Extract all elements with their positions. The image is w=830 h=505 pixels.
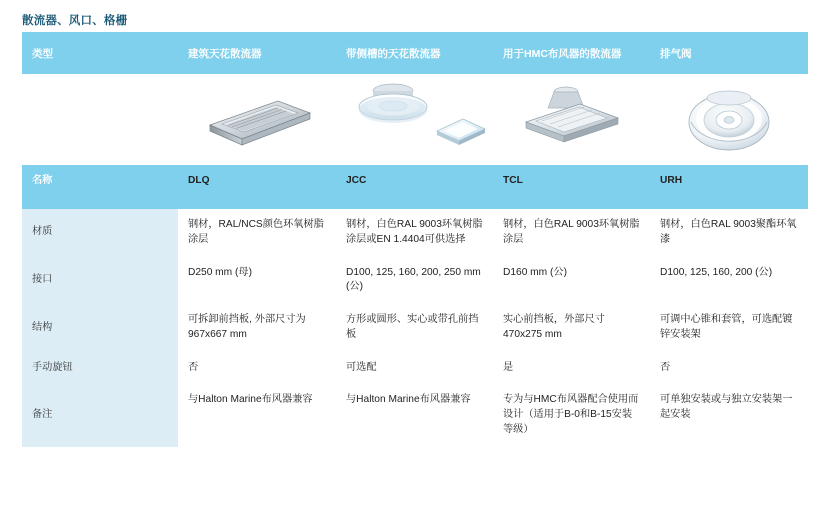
cell-construction-jcc: 方形或圆形、实心或带孔前挡板 <box>336 304 493 352</box>
cell-manual-knob-jcc: 可选配 <box>336 352 493 385</box>
spec-header-jcc: JCC <box>336 165 493 209</box>
cell-construction-dlq: 可拆卸前挡板, 外部尺寸为967x667 mm <box>178 304 336 352</box>
cell-notes-dlq: 与Halton Marine布风器兼容 <box>178 384 336 446</box>
round-exhaust-valve-image <box>677 78 781 163</box>
spec-header-label: 名称 <box>22 165 178 209</box>
table-row <box>22 304 808 352</box>
product-image-row <box>22 74 808 166</box>
type-header-tcl: 用于HMC布风器的散流器 <box>493 32 650 74</box>
page-title: 散流器、风口、格栅 <box>22 15 128 27</box>
product-type-table <box>22 32 808 166</box>
type-header-row <box>22 32 808 74</box>
image-cell-dlq <box>178 74 336 166</box>
type-header-dlq: 建筑天花散流器 <box>178 32 336 74</box>
row-label-notes: 备注 <box>22 384 178 446</box>
row-label-manual-knob: 手动旋钮 <box>22 352 178 385</box>
image-cell-tcl <box>493 74 650 166</box>
cell-connection-tcl: D160 mm (公) <box>493 257 650 305</box>
cell-material-urh: 钢材，白色RAL 9003聚酯环氧漆 <box>650 209 808 257</box>
cell-material-jcc: 钢材，白色RAL 9003环氧树脂涂层或EN 1.4404可供选择 <box>336 209 493 257</box>
cell-notes-urh: 可单独安装或与独立安装架一起安装 <box>650 384 808 446</box>
image-cell-jcc <box>336 74 493 166</box>
cell-material-tcl: 钢材，白色RAL 9003环氧树脂涂层 <box>493 209 650 257</box>
row-label-construction: 结构 <box>22 304 178 352</box>
hmc-air-distributor-diffuser-image <box>506 78 638 163</box>
cell-material-dlq: 钢材，RAL/NCS颜色环氧树脂涂层 <box>178 209 336 257</box>
row-label-connection: 接口 <box>22 257 178 305</box>
cell-construction-tcl: 实心前挡板，外部尺寸470x275 mm <box>493 304 650 352</box>
spec-header-tcl: TCL <box>493 165 650 209</box>
image-cell-empty <box>22 74 178 166</box>
table-row <box>22 209 808 257</box>
specification-table <box>22 165 808 447</box>
image-cell-urh <box>650 74 808 166</box>
cell-notes-tcl: 专为与HMC布风器配合使用而设计（适用于B-0和B-15安装等级） <box>493 384 650 446</box>
spec-header-dlq: DLQ <box>178 165 336 209</box>
table-row <box>22 257 808 305</box>
cell-connection-dlq: D250 mm (母) <box>178 257 336 305</box>
cell-manual-knob-tcl: 是 <box>493 352 650 385</box>
spec-header-row <box>22 165 808 209</box>
type-header-label: 类型 <box>22 32 178 74</box>
linear-slot-diffuser-image <box>192 79 322 162</box>
round-and-square-ceiling-diffuser-image <box>345 77 485 164</box>
cell-construction-urh: 可调中心锥和套管，可选配镀锌安装架 <box>650 304 808 352</box>
spec-header-urh: URH <box>650 165 808 209</box>
row-label-material: 材质 <box>22 209 178 257</box>
cell-notes-jcc: 与Halton Marine布风器兼容 <box>336 384 493 446</box>
table-row <box>22 352 808 385</box>
cell-connection-jcc: D100, 125, 160, 200, 250 mm (公) <box>336 257 493 305</box>
cell-manual-knob-dlq: 否 <box>178 352 336 385</box>
type-header-jcc: 带侧槽的天花散流器 <box>336 32 493 74</box>
cell-manual-knob-urh: 否 <box>650 352 808 385</box>
type-header-urh: 排气阀 <box>650 32 808 74</box>
cell-connection-urh: D100, 125, 160, 200 (公) <box>650 257 808 305</box>
table-row <box>22 384 808 446</box>
